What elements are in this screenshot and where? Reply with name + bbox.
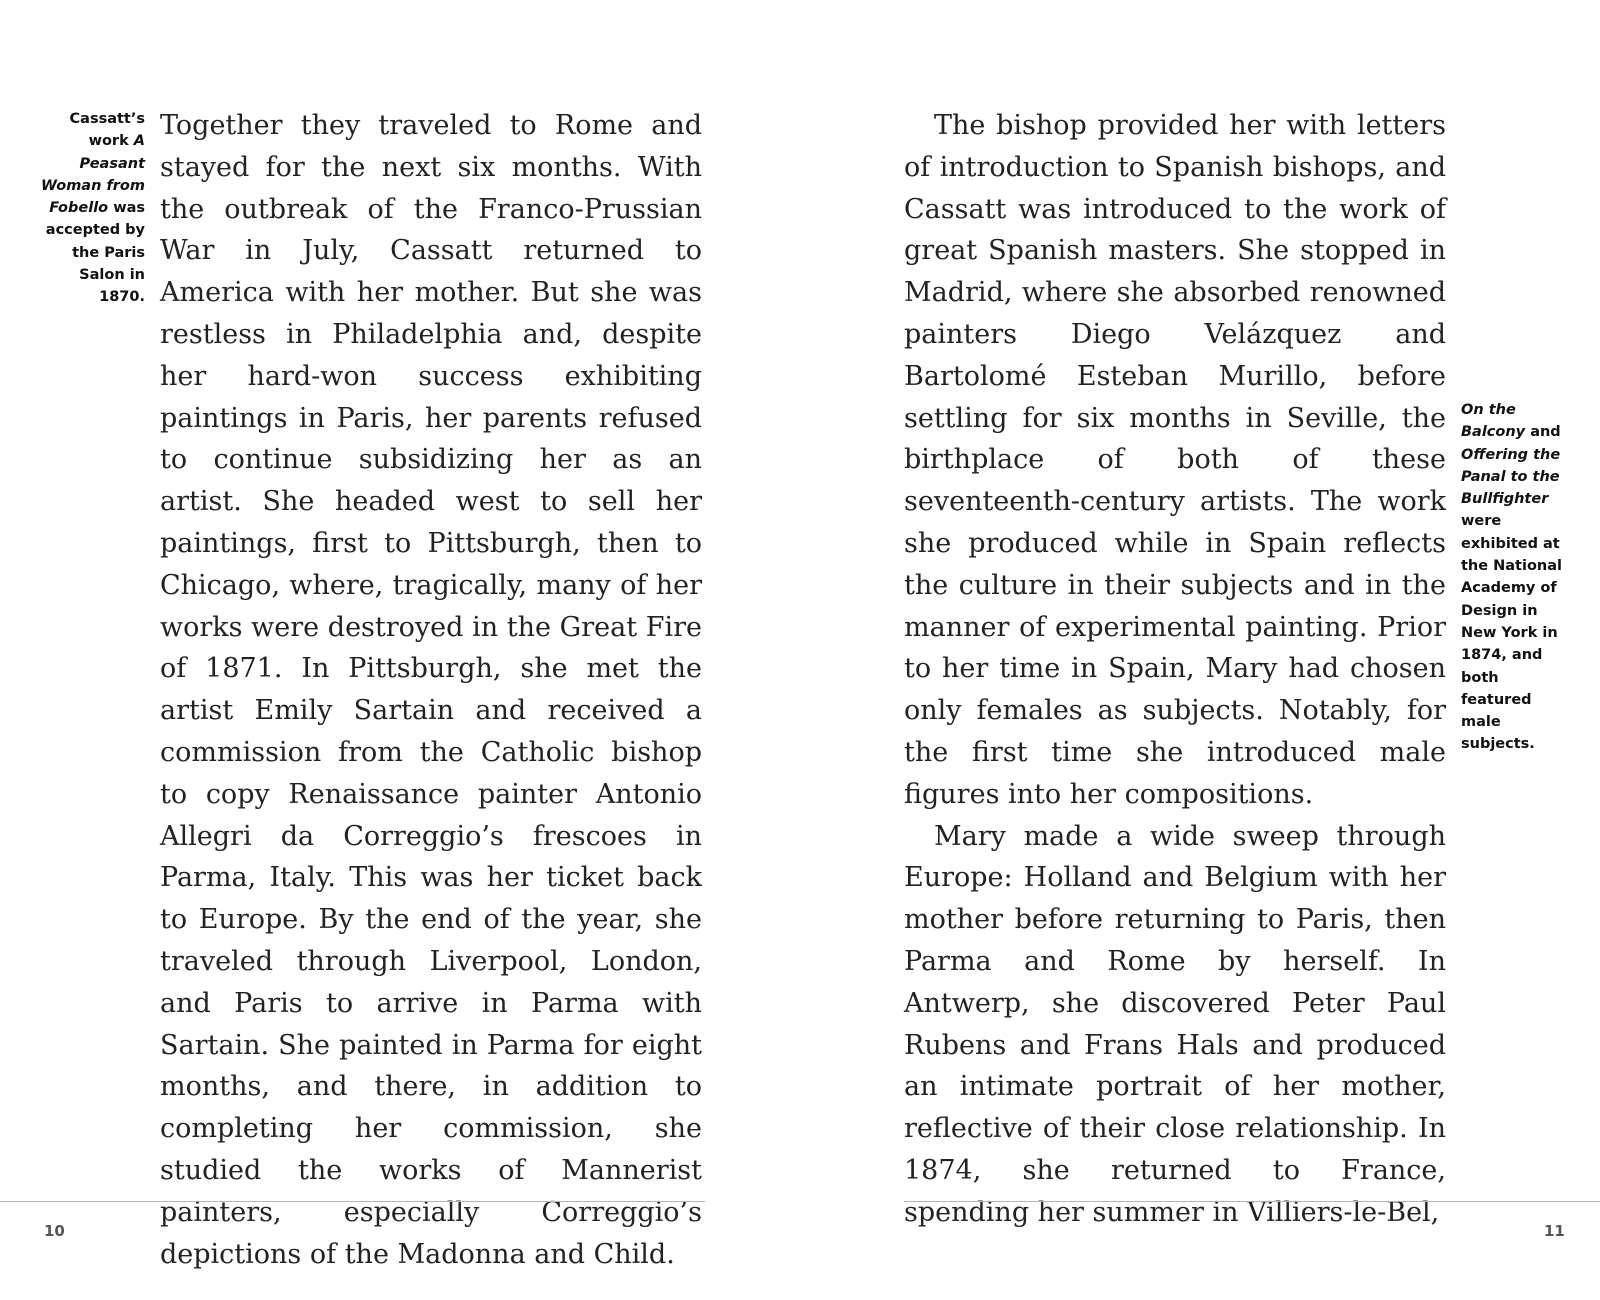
right-sidenote-text-1: and: [1525, 424, 1561, 441]
left-sidenote-artwork-title: A Peasant Woman from Fobello: [41, 133, 145, 217]
right-sidenote-text-2: were exhibited at the National Academy of Design in New York in 1874, and both featured male subjects.: [1461, 513, 1562, 753]
right-sidenote-artwork-title-1: On the Balcony: [1461, 402, 1526, 441]
left-page-number: 10: [44, 1222, 65, 1240]
right-page: [800, 0, 1600, 1300]
left-footer-rule: [0, 1201, 705, 1202]
left-sidenote-text-1: Cassatt’s work: [69, 111, 145, 150]
left-body-text: [160, 105, 702, 1275]
right-body-text: [904, 105, 1446, 1234]
right-page-number: 11: [1544, 1222, 1565, 1240]
left-paragraph-1: Together they traveled to Rome and stayed for the next six months. With the outbreak of the Franco-Prussian War in July, Cassatt returned to America with her mother. But she was restless in Philadelphia and, despite her hard-won success exhibiting paintings in Paris, her parents refused to continue subsidizing her as an artist. She headed west to sell her paintings, first to Pittsburgh, then to Chicago, where, tragically, many of her works were destroyed in the Great Fire of 1871. In Pittsburgh, she met the artist Emily Sartain and received a commission from the Catholic bishop to copy Renaissance painter Antonio Allegri da Correggio’s frescoes in Parma, Italy. This was her ticket back to Europe. By the end of the year, she traveled through Liverpool, London, and Paris to arrive in Parma with Sartain. She painted in Parma for eight months, and there, in addition to completing her commission, she studied the works of Mannerist painters, especially Correggio’s depictions of the Madonna and Child.: [160, 110, 702, 1270]
right-paragraph-1: The bishop provided her with letters of introduction to Spanish bishops, and Cassatt was introduced to the work of great Spanish masters. She stopped in Madrid, where she absorbed renowned painters Diego Velázquez and Bartolomé Esteban Murillo, before settling for six months in Seville, the birthplace of both of these seventeenth-century artists. The work she produced while in Spain reflects the culture in their subjects and in the manner of experimental painting. Prior to her time in Spain, Mary had chosen only females as subjects. Notably, for the first time she introduced male figures into her compositions.: [904, 110, 1446, 810]
left-sidenote-text-2: was accepted by the Paris Salon in 1870.: [45, 200, 145, 306]
right-sidenote-artwork-title-2: Offering the Panal to the Bullfighter: [1461, 446, 1561, 508]
right-sidenote: [1461, 399, 1571, 756]
right-paragraph-2: Mary made a wide sweep through Europe: Holland and Belgium with her mother before returning to Paris, then Parma and Rome by herself. In Antwerp, she discovered Peter Paul Rubens and Frans Hals and produced an intimate portrait of her mother, reflective of their close relationship. In 1874, she returned to France, spending her summer in Villiers-le-Bel,: [904, 820, 1446, 1228]
left-sidenote: [36, 108, 145, 309]
right-footer-rule: [904, 1201, 1600, 1202]
